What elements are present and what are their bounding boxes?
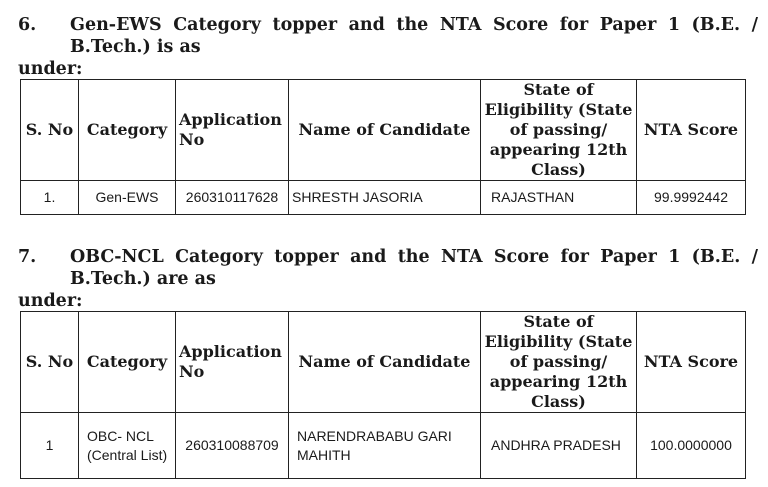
state-header: State of Eligibility (State of passing/ appearing 12th Class) <box>481 80 637 181</box>
sno-cell: 1. <box>21 181 79 215</box>
score-header: NTA Score <box>637 80 746 181</box>
name-header: Name of Candidate <box>289 80 481 181</box>
name-cell: SHRESTH JASORIA <box>289 181 481 215</box>
name-header: Name of Candidate <box>289 312 481 413</box>
obc-ncl-topper-table <box>20 311 746 479</box>
category-header: Category <box>79 80 176 181</box>
sno-header: S. No <box>21 312 79 413</box>
name-cell: NARENDRABABU GARI MAHITH <box>289 413 481 479</box>
section-6-heading-line1: Gen-EWS Category topper and the NTA Score for Paper 1 (B.E. / B.Tech.) is as <box>70 15 758 57</box>
state-cell: RAJASTHAN <box>481 181 637 215</box>
section-7-heading <box>18 246 758 312</box>
score-cell: 100.0000000 <box>637 413 746 479</box>
table-header-row <box>21 312 746 413</box>
section-6-heading-line2: under: <box>18 59 83 79</box>
table-row <box>21 181 746 215</box>
application-no-header: Application No <box>176 80 289 181</box>
section-7-heading-line1: OBC-NCL Category topper and the NTA Score for Paper 1 (B.E. / B.Tech.) are as <box>70 247 758 289</box>
sno-cell: 1 <box>21 413 79 479</box>
state-cell: ANDHRA PRADESH <box>481 413 637 479</box>
section-7-heading-line2: under: <box>18 291 83 311</box>
sno-header: S. No <box>21 80 79 181</box>
gen-ews-topper-table <box>20 79 746 215</box>
application-no-cell: 260310117628 <box>176 181 289 215</box>
section-7-number: 7. <box>18 247 37 267</box>
section-6-number: 6. <box>18 15 37 35</box>
category-header: Category <box>79 312 176 413</box>
score-cell: 99.9992442 <box>637 181 746 215</box>
section-6-heading <box>18 14 758 80</box>
application-no-cell: 260310088709 <box>176 413 289 479</box>
table-row <box>21 413 746 479</box>
table-header-row <box>21 80 746 181</box>
state-header: State of Eligibility (State of passing/ appearing 12th Class) <box>481 312 637 413</box>
score-header: NTA Score <box>637 312 746 413</box>
category-cell: Gen-EWS <box>79 181 176 215</box>
category-cell: OBC- NCL (Central List) <box>79 413 176 479</box>
application-no-header: Application No <box>176 312 289 413</box>
